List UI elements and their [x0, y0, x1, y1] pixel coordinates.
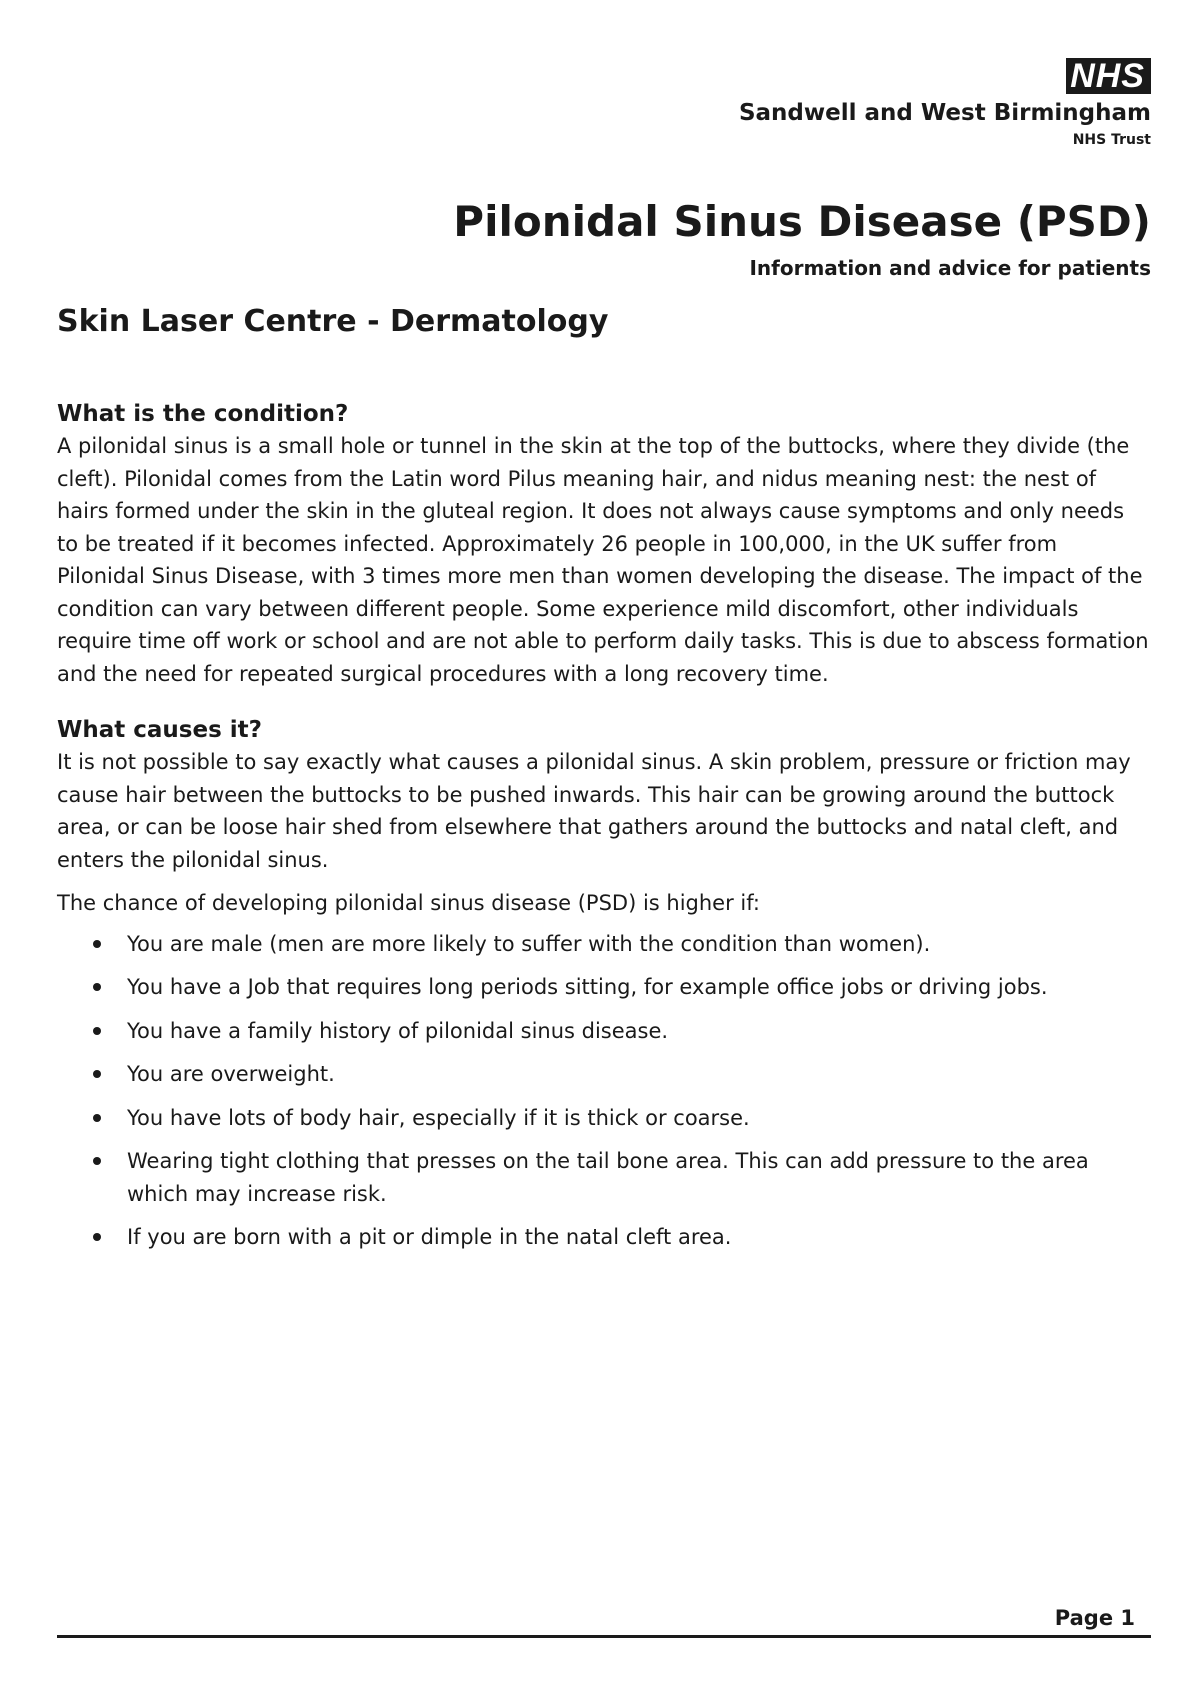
list-item [57, 1102, 1151, 1135]
trust-name: Sandwell and West Birmingham [738, 100, 1151, 126]
section-heading: What is the condition? [57, 401, 349, 427]
bullet-icon [93, 1157, 101, 1165]
section-what-causes-it [57, 714, 1151, 1254]
bullet-icon [93, 1114, 101, 1122]
section-paragraph: A pilonidal sinus is a small hole or tunnel in the skin at the top of the buttocks, where they divide (the cleft). Pilonidal comes from the Latin word Pilus meaning hair, and nidus meaning nest: the nest of hairs formed under the skin in the gluteal region. It does not always cause symptoms and only needs to be treated if it becomes infected. Approximately 26 people in 100,000, in the UK suffer from Pilonidal Sinus Disease, with 3 times more men than women developing the disease. The impact of the condition can vary between different people. Some experience mild discomfort, other individuals require time off work or school and are not able to perform daily tasks. This is due to abscess formation and the need for repeated surgical procedures with a long recovery time. [57, 434, 1149, 686]
list-item-text: You are male (men are more likely to suffer with the condition than women). [127, 931, 931, 956]
risk-factor-list [57, 928, 1151, 1254]
bullet-icon [93, 1070, 101, 1078]
list-item-text: Wearing tight clothing that presses on the tail bone area. This can add pressure to the area which may increase risk. [127, 1149, 1089, 1206]
bullet-icon [93, 1233, 101, 1241]
document-body [57, 398, 1151, 1265]
bullet-icon [93, 940, 101, 948]
list-item [57, 1058, 1151, 1091]
trust-subtitle: NHS Trust [1072, 132, 1151, 148]
list-item-text: You have a Job that requires long periods sitting, for example office jobs or driving jobs. [127, 975, 1048, 999]
nhs-logo: NHS [1066, 58, 1151, 94]
list-item [57, 1221, 1151, 1254]
bullet-icon [93, 1027, 101, 1035]
list-item-text: You are overweight. [127, 1062, 335, 1086]
list-item [57, 1015, 1151, 1048]
bullet-icon [93, 983, 101, 991]
list-item-text: You have lots of body hair, especially if it is thick or coarse. [127, 1105, 750, 1130]
list-item-text: If you are born with a pit or dimple in the natal cleft area. [127, 1225, 732, 1249]
list-item-text: You have a family history of pilonidal sinus disease. [127, 1018, 669, 1043]
department-heading: Skin Laser Centre - Dermatology [57, 304, 609, 339]
section-what-is-condition [57, 398, 1151, 690]
list-item [57, 971, 1151, 1004]
section-paragraph: It is not possible to say exactly what causes a pilonidal sinus. A skin problem, pressure or friction may cause hair between the buttocks to be pushed inwards. This hair can be growing around the buttock area, or can be loose hair shed from elsewhere that gathers around the buttocks and natal cleft, and enters the pilonidal sinus. [57, 750, 1131, 872]
risk-list-intro: The chance of developing pilonidal sinus disease (PSD) is higher if: [57, 891, 760, 915]
footer-divider [57, 1635, 1151, 1638]
document-page [57, 0, 1151, 1696]
list-item [57, 928, 1151, 961]
trust-identity [739, 58, 1151, 150]
section-heading: What causes it? [57, 717, 263, 743]
page-number: Page 1 [1054, 1606, 1135, 1630]
document-subtitle: Information and advice for patients [749, 256, 1151, 280]
document-title: Pilonidal Sinus Disease (PSD) [453, 197, 1151, 246]
list-item [57, 1145, 1151, 1210]
